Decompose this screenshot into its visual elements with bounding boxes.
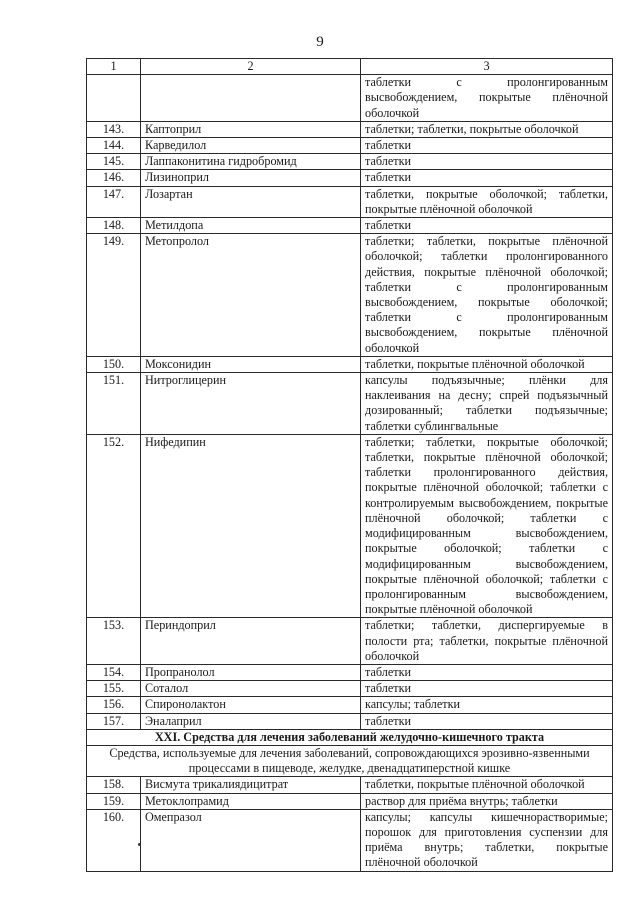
drug-name: Периндоприл (141, 618, 361, 665)
dosage-form: капсулы; капсулы кишечнорастворимые; порошок для приготовления суспензии для приёма внутрь; таблетки, покрытые плёночной оболочкой (361, 809, 613, 871)
table-row (87, 681, 613, 697)
table-row (87, 618, 613, 665)
dosage-form: таблетки с пролонгированным высвобождением, покрытые плёночной оболочкой (361, 75, 613, 122)
dosage-form: таблетки, покрытые плёночной оболочкой (361, 777, 613, 793)
row-number: 157. (87, 713, 141, 729)
table-row (87, 154, 613, 170)
dosage-form: таблетки; таблетки, диспергируемые в полости рта; таблетки, покрытые плёночной оболочкой (361, 618, 613, 665)
table-row (87, 138, 613, 154)
table-row (87, 664, 613, 680)
row-number: 154. (87, 664, 141, 680)
row-number: 144. (87, 138, 141, 154)
header-col-3: 3 (361, 59, 613, 75)
row-number: 152. (87, 434, 141, 617)
page-number: 9 (316, 34, 324, 50)
header-row (87, 59, 613, 75)
drug-name: Лозартан (141, 186, 361, 217)
drug-name: Каптоприл (141, 121, 361, 137)
drug-name: Эналаприл (141, 713, 361, 729)
header-col-1: 1 (87, 59, 141, 75)
dosage-form: таблетки (361, 138, 613, 154)
row-number: 156. (87, 697, 141, 713)
dosage-form: таблетки, покрытые оболочкой; таблетки, покрытые плёночной оболочкой (361, 186, 613, 217)
table-row (87, 777, 613, 793)
table-row (87, 697, 613, 713)
row-number: 148. (87, 218, 141, 234)
drug-name: Карведилол (141, 138, 361, 154)
drug-name: Лаппаконитина гидробромид (141, 154, 361, 170)
drug-name: Омепразол (141, 809, 361, 871)
subsection-row (87, 745, 613, 776)
drug-name: Нифедипин (141, 434, 361, 617)
dosage-form: таблетки (361, 154, 613, 170)
dosage-form: таблетки, покрытые плёночной оболочкой (361, 356, 613, 372)
drug-name: Соталол (141, 681, 361, 697)
dosage-form: таблетки (361, 170, 613, 186)
table-row (87, 234, 613, 357)
table-row (87, 218, 613, 234)
drug-name: Нитроглицерин (141, 373, 361, 435)
row-number: 153. (87, 618, 141, 665)
drug-name: Метилдопа (141, 218, 361, 234)
dosage-form: капсулы; таблетки (361, 697, 613, 713)
header-col-2: 2 (141, 59, 361, 75)
drug-name: Спиронолактон (141, 697, 361, 713)
row-number: 158. (87, 777, 141, 793)
row-number: 150. (87, 356, 141, 372)
drug-name (141, 75, 361, 122)
dosage-form: капсулы подъязычные; плёнки для наклеивания на десну; спрей подъязычный дозированный; таблетки подъязычные; таблетки сублингвальные (361, 373, 613, 435)
row-number: 146. (87, 170, 141, 186)
drug-name: Моксонидин (141, 356, 361, 372)
drug-name: Лизиноприл (141, 170, 361, 186)
section-row (87, 729, 613, 745)
table-row (87, 713, 613, 729)
table-row (87, 793, 613, 809)
dosage-form: таблетки (361, 681, 613, 697)
row-number: 145. (87, 154, 141, 170)
subsection-title: Средства, используемые для лечения заболеваний, сопровождающихся эрозивно-язвенными процессами в пищеводе, желудке, двенадцатиперстной кишке (87, 745, 613, 776)
drug-name: Висмута трикалиядицитрат (141, 777, 361, 793)
drug-name: Метопролол (141, 234, 361, 357)
row-number: 149. (87, 234, 141, 357)
table-row (87, 434, 613, 617)
row-number: 155. (87, 681, 141, 697)
drug-table (86, 58, 613, 872)
section-title: XXI. Средства для лечения заболеваний желудочно-кишечного тракта (87, 729, 613, 745)
dosage-form: таблетки (361, 664, 613, 680)
table-row (87, 809, 613, 871)
dosage-form: таблетки (361, 713, 613, 729)
table-row (87, 356, 613, 372)
dosage-form: таблетки; таблетки, покрытые оболочкой; таблетки, покрытые плёночной оболочкой; таблетки пролонгированного действия, покрытые плёночной оболочкой; таблетки с контролируемым высвобождением, покрытые плёночной оболочкой; таблетки с модифицированным высвобождением, покрытые оболочкой; таблетки с модифицированным высвобождением, покрытые плёночной оболочкой; таблетки с пролонгированным высвобождением, покрытые плёночной оболочкой (361, 434, 613, 617)
drug-name: Метоклопрамид (141, 793, 361, 809)
dosage-form: таблетки; таблетки, покрытые оболочкой (361, 121, 613, 137)
dosage-form: таблетки; таблетки, покрытые плёночной оболочкой; таблетки пролонгированного действия, покрытые плёночной оболочкой; таблетки с пролонгированным высвобождением, покрытые оболочкой; таблетки с пролонгированным высвобождением, покрытые плёночной оболочкой (361, 234, 613, 357)
row-number: 159. (87, 793, 141, 809)
row-number: 143. (87, 121, 141, 137)
drug-name: Пропранолол (141, 664, 361, 680)
table-row (87, 121, 613, 137)
dosage-form: раствор для приёма внутрь; таблетки (361, 793, 613, 809)
stray-dot (138, 843, 141, 846)
row-number (87, 75, 141, 122)
dosage-form: таблетки (361, 218, 613, 234)
table-row (87, 186, 613, 217)
row-number: 160. (87, 809, 141, 871)
row-number: 151. (87, 373, 141, 435)
table-row (87, 373, 613, 435)
row-number: 147. (87, 186, 141, 217)
table-row (87, 75, 613, 122)
table-row (87, 170, 613, 186)
